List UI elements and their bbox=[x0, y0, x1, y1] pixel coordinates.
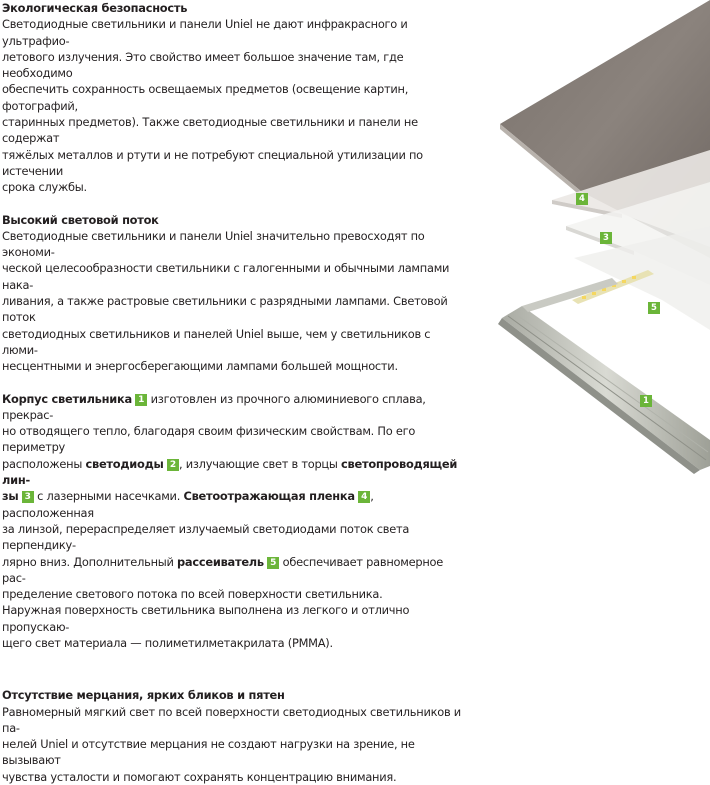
body-line-9: щего свет материала — полиметилметакрилата (PMMA). bbox=[2, 635, 333, 650]
body-text: с лазерными насечками. bbox=[33, 489, 184, 504]
badge-2: 2 bbox=[167, 459, 179, 471]
flux-line: светодиодных светильников и панелей Uniel выше, чем у светильников с люми- bbox=[2, 326, 431, 357]
heading-flux: Высокий световой поток bbox=[2, 212, 159, 227]
panel-exploded-illustration bbox=[462, 0, 710, 493]
term-leds: светодиоды bbox=[85, 456, 164, 471]
panel-layers-drawing bbox=[462, 0, 710, 493]
badge-5: 5 bbox=[267, 557, 279, 569]
term-lens: светопроводящей лин- bbox=[2, 456, 458, 488]
term-housing: Корпус светильника bbox=[2, 391, 132, 406]
body-line-3 bbox=[2, 456, 464, 489]
callout-4: 4 bbox=[576, 193, 588, 205]
eco-line: Светодиодные светильники и панели Uniel не дают инфракрасного и ультрафио- bbox=[2, 17, 408, 48]
term-film: Светоотражающая пленка bbox=[183, 489, 355, 504]
eco-line: летового излучения. Это свойство имеет большое значение там, где необходимо bbox=[2, 49, 404, 81]
aluminum-frame bbox=[502, 306, 710, 470]
flux-line: Светодиодные светильники и панели Uniel значительно превосходят по экономи- bbox=[2, 228, 425, 260]
term-diffuser: рассеиватель bbox=[177, 554, 264, 569]
body-text: расположены bbox=[2, 456, 86, 471]
flicker-line: нелей Uniel и отсутствие мерцания не создают нагрузки на зрение, не вызывают bbox=[2, 737, 415, 768]
heading-flicker: Отсутствие мерцания, ярких бликов и пятен bbox=[2, 688, 285, 703]
body-line-8: Наружная поверхность светильника выполнена из легкого и отлично пропускаю- bbox=[2, 603, 410, 634]
flux-line: несцентными и энергосберегающими лампами большей мощности. bbox=[2, 359, 398, 374]
flux-line: ческой целесообразности светильники с галогенными и обычными лампами нака- bbox=[2, 261, 450, 292]
body-line-7: пределение светового потока по всей поверхности светильника. bbox=[2, 587, 383, 602]
badge-1: 1 bbox=[135, 394, 147, 406]
flicker-line: Равномерный мягкий свет по всей поверхности светодиодных светильников и па- bbox=[2, 704, 461, 735]
body-line-4 bbox=[2, 488, 464, 521]
badge-4: 4 bbox=[358, 491, 370, 503]
body-text: лярно вниз. Дополнительный bbox=[2, 554, 178, 569]
text-column bbox=[2, 0, 464, 785]
badge-3: 3 bbox=[22, 491, 34, 503]
callout-3: 3 bbox=[600, 232, 612, 244]
body-text: , излучающие свет в торцы bbox=[178, 456, 342, 471]
body-line-2: но отводящего тепло, благодаря своим физическим свойствам. По его периметру bbox=[2, 424, 416, 455]
body-line-5: за линзой, перераспределяет излучаемый светодиодами поток света перпендику- bbox=[2, 521, 410, 553]
body-text: изготовлен из прочного алюминиевого сплава, прекрас- bbox=[2, 391, 426, 422]
body-text: обеспечивает равномерное рас- bbox=[2, 554, 444, 585]
heading-eco: Экологическая безопасность bbox=[2, 1, 188, 15]
eco-line: тяжёлых металлов и ртути и не потребуют специальной утилизации по истечении bbox=[2, 147, 423, 178]
term-lens-end: зы bbox=[2, 489, 19, 504]
flux-line: ливания, а также растровые светильники с разрядными лампами. Световой поток bbox=[2, 294, 448, 325]
eco-line: старинных предметов). Также светодиодные светильники и панели не содержат bbox=[2, 115, 418, 146]
body-text: , расположенная bbox=[2, 489, 374, 520]
callout-5: 5 bbox=[648, 302, 660, 314]
body-line-1 bbox=[2, 391, 464, 424]
body-line-6 bbox=[2, 554, 464, 587]
eco-line: срока службы. bbox=[2, 180, 87, 195]
flicker-line: чувства усталости и помогают сохранять концентрацию внимания. bbox=[2, 769, 397, 784]
callout-1: 1 bbox=[640, 395, 652, 407]
eco-line: обеспечить сохранность освещаемых предметов (освещение картин, фотографий, bbox=[2, 82, 409, 113]
